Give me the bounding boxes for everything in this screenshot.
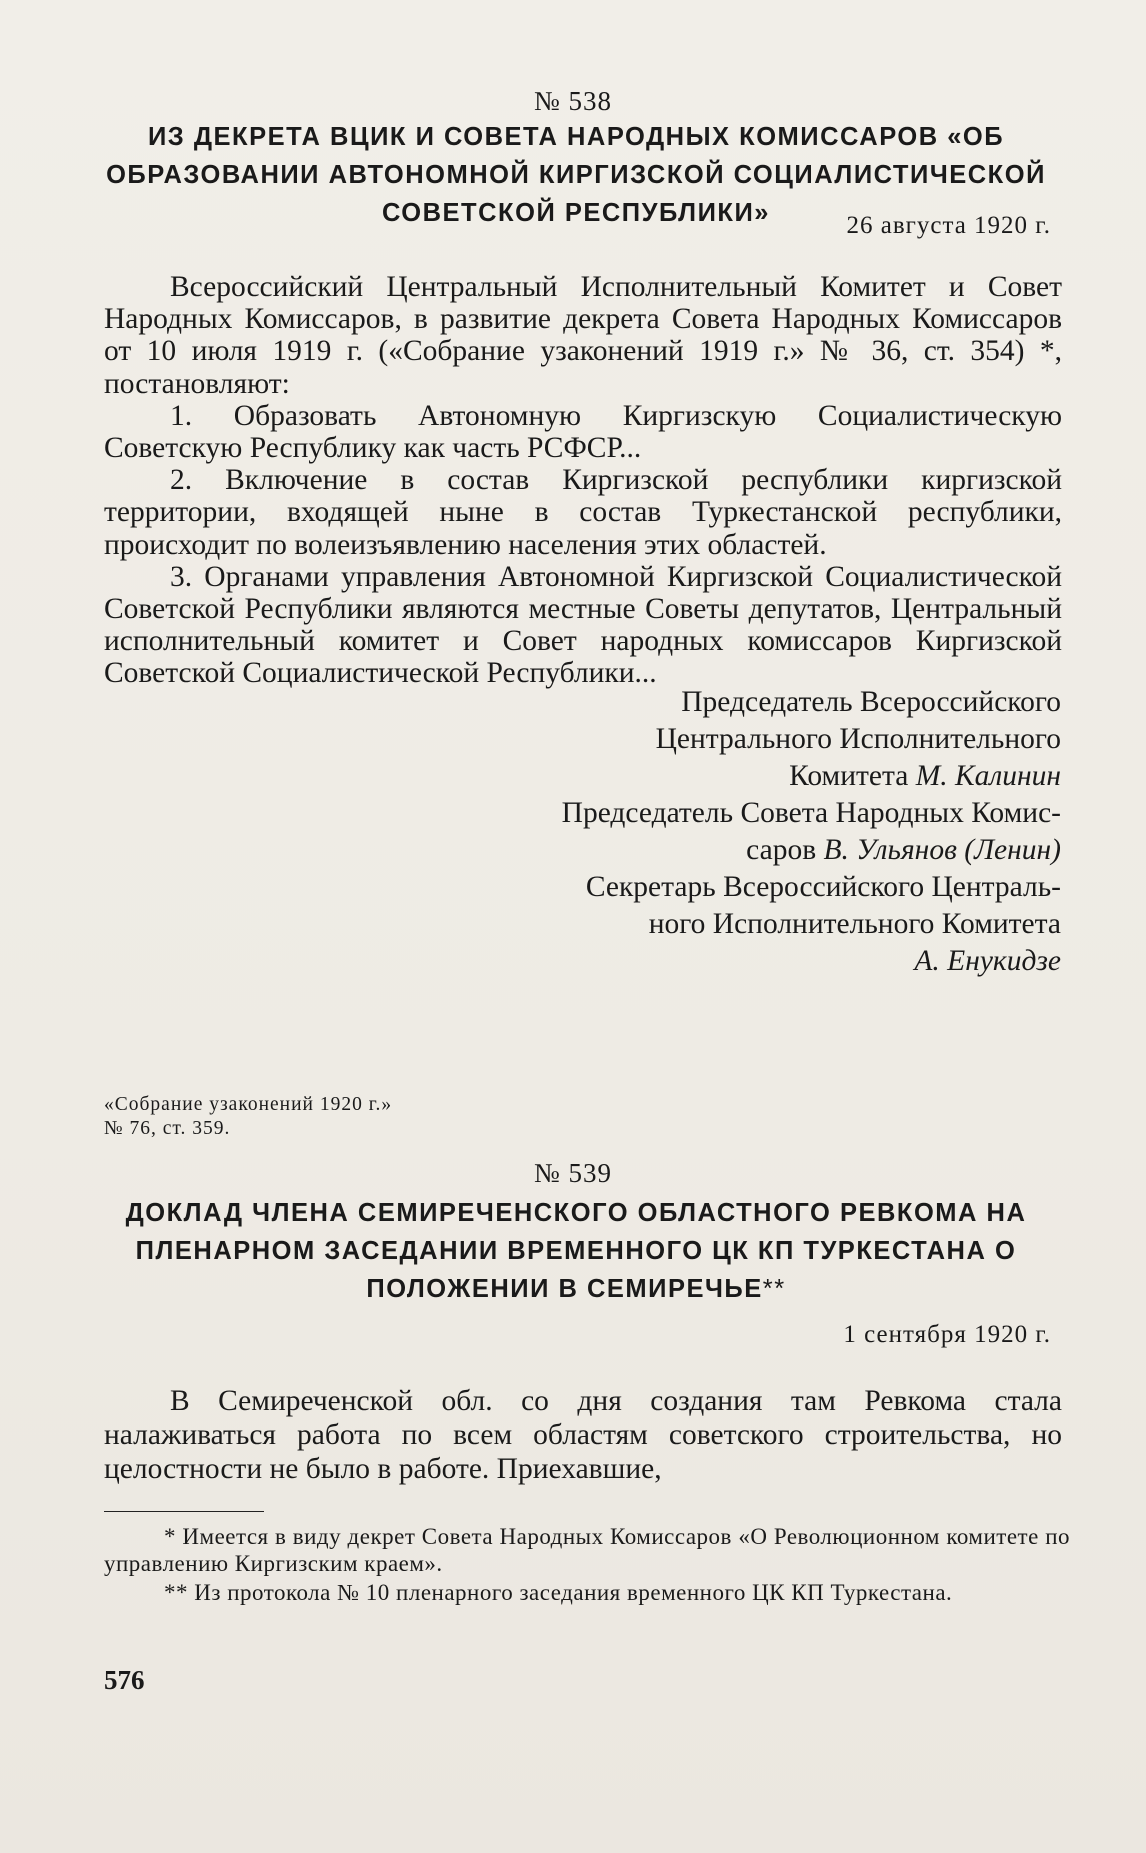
footnote-1: * Имеется в виду декрет Совета Народных Комиссаров «О Революционном комитете по управлению Киргизским краем».: [104, 1524, 1070, 1576]
paragraph-item-2: 2. Включение в состав Киргизской республики киргизской территории, входящей ныне в состав Туркестанской республики, происходит по волеизъявлению населения этих областей.: [104, 464, 1062, 561]
footnote-2: ** Из протокола № 10 пленарного заседания временного ЦК КП Туркестана.: [164, 1580, 953, 1605]
signature-role: Центрального Исполнительного: [655, 723, 1061, 755]
footnote-divider: [104, 1511, 264, 1512]
signature-role: саров: [746, 834, 817, 866]
paragraph-report: В Семиреченской обл. со дня создания там Ревкома стала налаживаться работа по всем областям советского строительства, но целостности не было в работе. Приехавшие,: [104, 1385, 1062, 1485]
title-text: ДОКЛАД ЧЛЕНА СЕМИРЕЧЕНСКОГО ОБЛАСТНОГО РЕВКОМА НА ПЛЕНАРНОМ ЗАСЕДАНИИ ВРЕМЕННОГО ЦК КП ТУРКЕСТАНА О ПОЛОЖЕНИИ В СЕМИРЕЧЬЕ: [125, 1199, 1027, 1303]
page-number: 576: [104, 1665, 145, 1695]
document-number-538: № 538: [533, 86, 612, 116]
signature-name: В. Ульянов (Ленин): [823, 834, 1061, 866]
document-number-539: № 539: [533, 1158, 612, 1188]
source-reference: [104, 1093, 464, 1141]
signature-role: Председатель Всероссийского: [681, 686, 1061, 718]
paragraph-item-3: 3. Органами управления Автономной Киргизской Социалистической Советской Республики являются местные Советы депутатов, Центральный исполнительный комитет и Совет народных комиссаров Киргизской Советской Социалистической Республики...: [104, 560, 1062, 690]
document-title-538: ИЗ ДЕКРЕТА ВЦИК И СОВЕТА НАРОДНЫХ КОМИССАРОВ «ОБ ОБРАЗОВАНИИ АВТОНОМНОЙ КИРГИЗСКОЙ СОЦИАЛИСТИЧЕСКОЙ СОВЕТСКОЙ РЕСПУБЛИКИ»: [106, 123, 1046, 227]
signature-role: Комитета: [789, 760, 909, 792]
document-title-539: [96, 1194, 1056, 1308]
signature-role: ного Исполнительного Комитета: [648, 908, 1061, 940]
source-line: № 76, ст. 359.: [104, 1118, 231, 1139]
document-date-538: 26 августа 1920 г.: [846, 212, 1051, 239]
signature-lenin: [301, 795, 1061, 869]
source-line: «Собрание узаконений 1920 г.»: [104, 1094, 393, 1115]
signature-kalinin: [301, 684, 1061, 795]
signature-name: М. Калинин: [915, 760, 1061, 792]
paragraph-item-1: 1. Образовать Автономную Киргизскую Социалистическую Советскую Республику как часть РСФСР...: [104, 399, 1062, 465]
signature-enukidze: [301, 869, 1061, 980]
footnote-mark: **: [762, 1275, 786, 1303]
signature-block: [301, 684, 1061, 980]
document-date-539: 1 сентября 1920 г.: [843, 1321, 1051, 1348]
report-body: [104, 1384, 1062, 1486]
signature-role: Секретарь Всероссийского Централь-: [585, 871, 1061, 903]
signature-role: Председатель Совета Народных Комис-: [561, 797, 1061, 829]
paragraph-preamble: Всероссийский Центральный Исполнительный Комитет и Совет Народных Комиссаров, в развитие декрета Совета Народных Комиссаров от 10 июля 1919 г. («Собрание узаконений 1919 г.» № 36, ст. 354) *, постановляют:: [104, 271, 1062, 400]
decree-body: [104, 271, 1062, 690]
footnotes: [104, 1523, 1070, 1606]
signature-name: А. Енукидзе: [914, 945, 1061, 977]
